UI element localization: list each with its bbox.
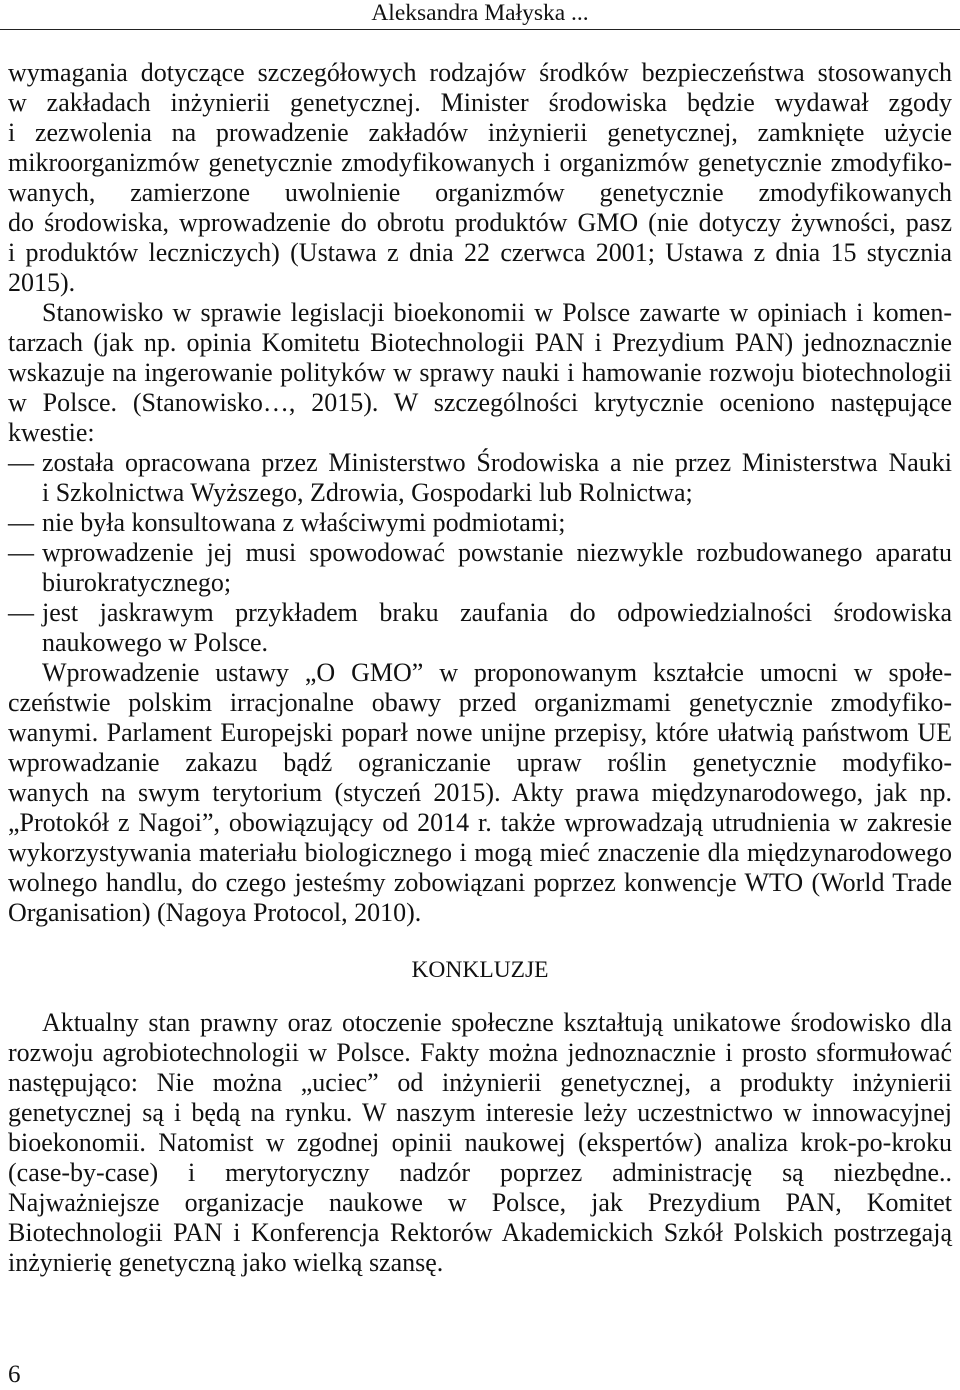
text-line: „Protokół z Nagoi”, obowiązujący od 2014 r. także wprowadzają utrudnienia w zakresie (8, 808, 952, 837)
bullet-item (8, 508, 952, 538)
text-line: tarzach (jak np. opinia Komitetu Biotechnologii PAN i Prezydium PAN) jednoznacznie (8, 328, 952, 357)
text-line: wprowadzanie zakazu bądź ograniczanie upraw roślin genetycznie modyfiko- (8, 748, 952, 777)
bullet-dash: — (8, 508, 34, 537)
bullet-dash: — (8, 538, 34, 567)
text-line: biurokratycznego; (42, 568, 232, 597)
text-line: została opracowana przez Ministerstwo Środowiska a nie przez Ministerstwa Nauki (42, 448, 952, 477)
text-line: Najważniejsze organizacje naukowe w Polsce, jak Prezydium PAN, Komitet (8, 1188, 952, 1217)
bullet-item (8, 538, 952, 598)
bullet-dash: — (8, 598, 34, 627)
text-line: i Szkolnictwa Wyższego, Zdrowia, Gospodarki lub Rolnictwa; (42, 478, 693, 507)
section-heading: KONKLUZJE (411, 957, 549, 983)
bullet-list (8, 448, 952, 658)
text-line: w Polsce. (Stanowisko…, 2015). W szczególności krytycznie oceniono następujące (8, 388, 952, 417)
text-line: rozwoju agrobiotechnologii w Polsce. Fakty można jednoznacznie i prosto sformułować (8, 1038, 952, 1067)
text-line: w zakładach inżynierii genetycznej. Minister środowiska będzie wydawał zgody (8, 88, 952, 117)
paragraph (8, 658, 952, 928)
text-line: jest jaskrawym przykładem braku zaufania do odpowiedzialności środowiska (42, 598, 952, 627)
text-line: Biotechnologii PAN i Konferencja Rektorów Akademickich Szkół Polskich postrzegają (8, 1218, 952, 1247)
paragraph (8, 298, 952, 448)
text-line: wanymi. Parlament Europejski poparł nowe unijne przepisy, które ułatwią państwom UE (8, 718, 952, 747)
text-line: inżynierię genetyczną jako wielką szansę. (8, 1248, 444, 1277)
text-line: naukowego w Polsce. (42, 628, 269, 657)
text-line: wolnego handlu, do czego jesteśmy zobowiązani poprzez konwencje WTO (World Trade (8, 868, 952, 897)
text-line: Wprowadzenie ustawy „O GMO” w proponowanym kształcie umocni w społe- (42, 658, 952, 687)
text-line: do środowiska, wprowadzenie do obrotu produktów GMO (nie dotyczy żywności, pasz (8, 208, 952, 237)
text-line: (case-by-case) i merytoryczny nadzór poprzez administrację są niezbędne.. (8, 1158, 952, 1187)
text-line: czeństwie polskim irracjonalne obawy przed organizmami genetycznie zmodyfiko- (8, 688, 952, 717)
text-line: genetycznej są i będą na rynku. W naszym interesie leży uczestnictwo w innowacyjnej (8, 1098, 952, 1127)
text-line: i zezwolenia na prowadzenie zakładów inżynierii genetycznej, zamknięte użycie (8, 118, 952, 147)
text-line: wanych, zamierzone uwolnienie organizmów genetycznie zmodyfikowanych (8, 178, 952, 207)
text-line: Stanowisko w sprawie legislacji bioekonomii w Polsce zawarte w opiniach i komen- (42, 298, 952, 327)
text-line: Aktualny stan prawny oraz otoczenie społeczne kształtują unikatowe środowisko dla (42, 1008, 952, 1037)
text-line: następująco: Nie można „uciec” od inżynierii genetycznej, a produkty inżynierii (8, 1068, 952, 1097)
text-line: Organisation) (Nagoya Protocol, 2010). (8, 898, 422, 927)
bullet-item (8, 598, 952, 658)
paragraph (8, 58, 952, 298)
text-line: wykorzystywania materiału biologicznego i mogą mieć znaczenie dla międzynarodowego (8, 838, 952, 867)
text-line: wanych na swym terytorium (styczeń 2015). Akty prawa międzynarodowego, jak np. (8, 778, 952, 807)
text-line: wskazuje na ingerowanie polityków w sprawy nauki i hamowanie rozwoju biotechnologii (8, 358, 952, 387)
text-line: bioekonomii. Natomist w zgodnej opinii naukowej (ekspertów) analiza krok-po-kroku (8, 1128, 952, 1157)
text-line: mikroorganizmów genetycznie zmodyfikowanych i organizmów genetycznie zmodyfiko- (8, 148, 952, 177)
text-line: wprowadzenie jej musi spowodować powstanie niezwykle rozbudowanego aparatu (42, 538, 952, 567)
bullet-dash: — (8, 448, 34, 477)
page-number: 6 (8, 1361, 21, 1388)
text-line: wymagania dotyczące szczegółowych rodzajów środków bezpieczeństwa stosowanych (8, 58, 952, 87)
paragraph (8, 1008, 952, 1278)
bullet-item (8, 448, 952, 508)
text-line: kwestie: (8, 418, 95, 447)
running-header: Aleksandra Małyska ... (0, 0, 960, 30)
page-body (8, 58, 952, 1278)
text-line: nie była konsultowana z właściwymi podmiotami; (42, 508, 566, 537)
text-line: 2015). (8, 268, 76, 297)
text-line: i produktów leczniczych) (Ustawa z dnia 22 czerwca 2001; Ustawa z dnia 15 stycznia (8, 238, 952, 267)
